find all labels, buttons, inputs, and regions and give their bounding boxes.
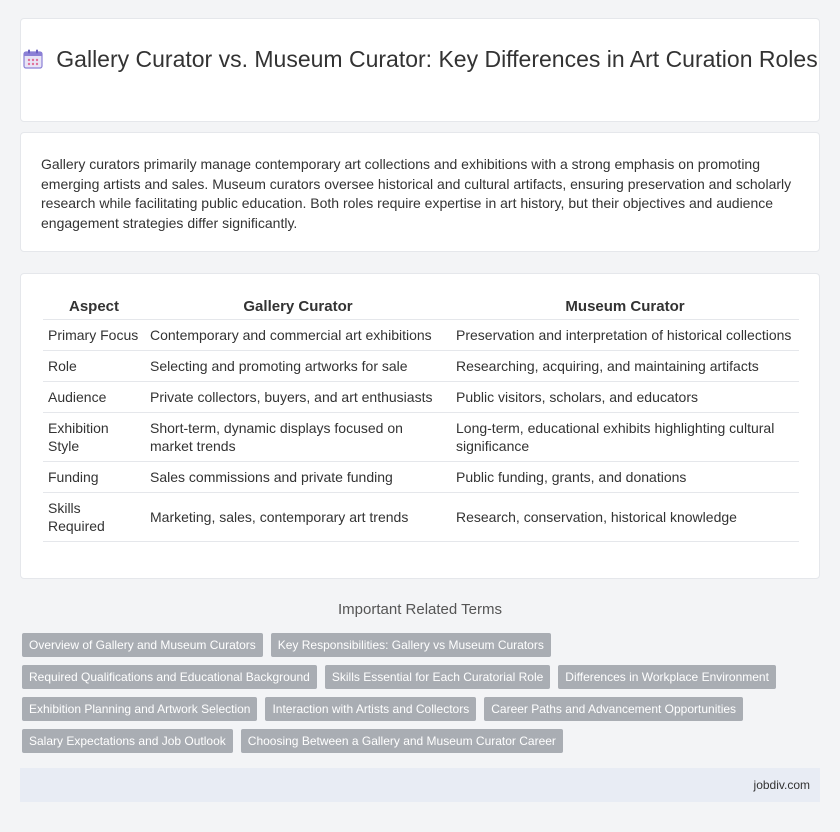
related-term-tag[interactable]: Key Responsibilities: Gallery vs Museum Curators: [271, 633, 551, 657]
related-term-tag[interactable]: Career Paths and Advancement Opportunities: [484, 697, 743, 721]
row-aspect: Funding: [43, 462, 145, 493]
row-gallery-value: Contemporary and commercial art exhibitions: [145, 320, 451, 351]
row-aspect: Audience: [43, 382, 145, 413]
row-aspect: Skills Required: [43, 493, 145, 542]
related-term-tag[interactable]: Overview of Gallery and Museum Curators: [22, 633, 263, 657]
related-term-tag[interactable]: Skills Essential for Each Curatorial Role: [325, 665, 550, 689]
row-gallery-value: Sales commissions and private funding: [145, 462, 451, 493]
comparison-table: [43, 294, 799, 542]
table-row: [43, 382, 799, 413]
intro-card: [20, 132, 820, 252]
row-museum-value: Public funding, grants, and donations: [451, 462, 799, 493]
related-term-tag[interactable]: Exhibition Planning and Artwork Selection: [22, 697, 257, 721]
related-term-tag[interactable]: Required Qualifications and Educational Background: [22, 665, 317, 689]
related-term-tag[interactable]: Choosing Between a Gallery and Museum Curator Career: [241, 729, 563, 753]
related-terms-list: [22, 633, 822, 753]
calendar-icon: [22, 48, 44, 70]
table-row: [43, 462, 799, 493]
table-row: [43, 413, 799, 462]
related-terms-title: Important Related Terms: [338, 601, 502, 618]
page-title: [21, 45, 819, 74]
table-row: [43, 493, 799, 542]
row-aspect: Role: [43, 351, 145, 382]
table-header-row: [43, 294, 799, 320]
table-row: [43, 320, 799, 351]
row-museum-value: Researching, acquiring, and maintaining artifacts: [451, 351, 799, 382]
row-gallery-value: Selecting and promoting artworks for sale: [145, 351, 451, 382]
header-card: [20, 18, 820, 122]
row-museum-value: Public visitors, scholars, and educators: [451, 382, 799, 413]
row-gallery-value: Short-term, dynamic displays focused on market trends: [145, 413, 451, 462]
footer: [20, 768, 820, 802]
related-term-tag[interactable]: Salary Expectations and Job Outlook: [22, 729, 233, 753]
row-gallery-value: Private collectors, buyers, and art enthusiasts: [145, 382, 451, 413]
page-title-text: Gallery Curator vs. Museum Curator: Key Differences in Art Curation Roles: [56, 46, 818, 72]
header-museum-curator: Museum Curator: [451, 294, 799, 320]
row-gallery-value: Marketing, sales, contemporary art trends: [145, 493, 451, 542]
related-term-tag[interactable]: Differences in Workplace Environment: [558, 665, 776, 689]
footer-site-link[interactable]: jobdiv.com: [753, 778, 810, 792]
row-museum-value: Research, conservation, historical knowledge: [451, 493, 799, 542]
header-aspect: Aspect: [43, 294, 145, 320]
related-term-tag[interactable]: Interaction with Artists and Collectors: [265, 697, 476, 721]
comparison-card: [20, 273, 820, 579]
header-gallery-curator: Gallery Curator: [145, 294, 451, 320]
row-museum-value: Long-term, educational exhibits highlighting cultural significance: [451, 413, 799, 462]
table-row: [43, 351, 799, 382]
intro-paragraph: Gallery curators primarily manage contemporary art collections and exhibitions with a strong emphasis on promoting emerging artists and sales. Museum curators oversee historical and cultural artifacts, ensuring preservation and scholarly research while facilitating public education. Both roles require expertise in art history, but their objectives and audience engagement strategies differ significantly.: [41, 156, 792, 231]
row-aspect: Primary Focus: [43, 320, 145, 351]
row-museum-value: Preservation and interpretation of historical collections: [451, 320, 799, 351]
row-aspect: Exhibition Style: [43, 413, 145, 462]
